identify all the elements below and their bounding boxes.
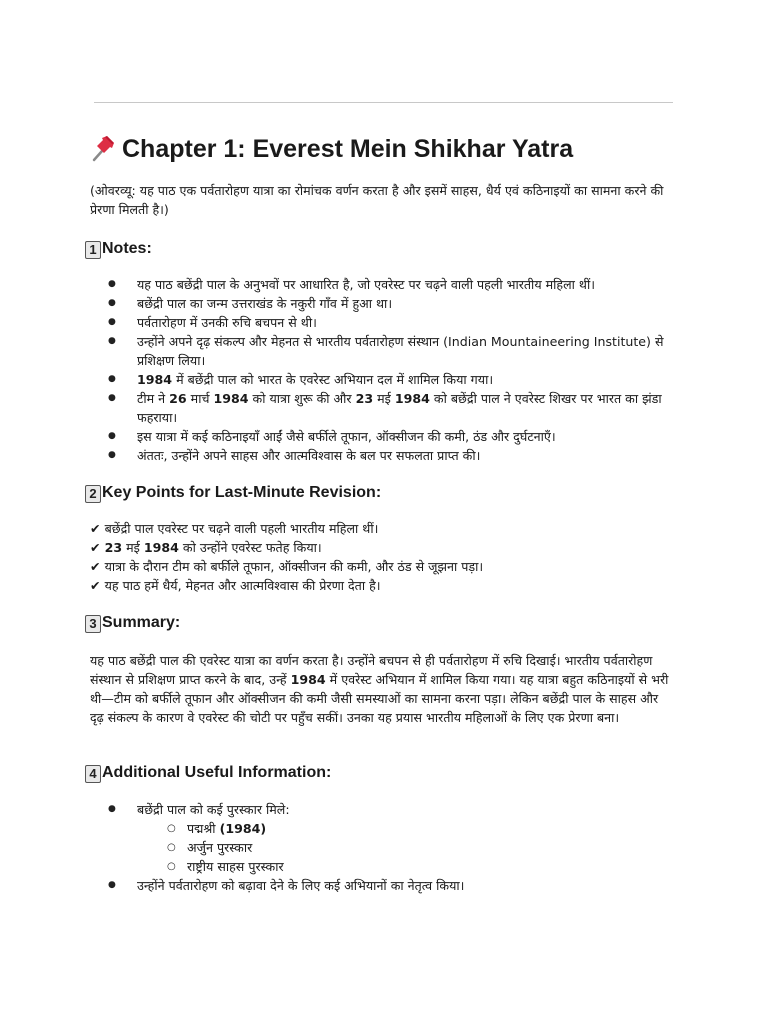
keycap-number: 1 bbox=[85, 241, 101, 259]
note-bold: 1984 bbox=[137, 372, 173, 387]
summary-text: यह पाठ बछेंद्री पाल की एवरेस्ट यात्रा का वर्णन करता है। उन्होंने बचपन से ही पर्वतारोहण में रुचि दिखाई। भारतीय पर्वतारोहण संस्थान से प्रशिक्षण प्राप्त करने के बाद, उन्हें bbox=[90, 653, 653, 687]
list-item bbox=[108, 332, 678, 370]
chapter-title-text: Chapter 1: Everest Mein Shikhar Yatra bbox=[122, 135, 574, 163]
overview-paragraph: (ओवरव्यू: यह पाठ एक पर्वतारोहण यात्रा का रोमांचक वर्णन करता है और इसमें साहस, धैर्य एवं कठिनाइयों का सामना करने की प्रेरणा मिलती है।) bbox=[90, 183, 664, 217]
award-item bbox=[137, 857, 678, 876]
award-item bbox=[137, 838, 678, 857]
note-text: मई bbox=[373, 391, 395, 406]
awards-list bbox=[137, 819, 678, 876]
key-points-heading-text: Key Points for Last-Minute Revision: bbox=[102, 484, 382, 501]
note-bold: 1984 bbox=[394, 391, 430, 406]
list-item bbox=[108, 876, 678, 895]
note-bold: 1984 bbox=[213, 391, 249, 406]
keycap-number: 3 bbox=[85, 615, 101, 633]
key-point-text: को उन्होंने एवरेस्ट फतेह किया। bbox=[178, 540, 322, 555]
summary-bold: 1984 bbox=[290, 672, 326, 687]
list-item bbox=[108, 275, 678, 294]
keycap-number: 4 bbox=[85, 765, 101, 783]
additional-info-heading-text: Additional Useful Information: bbox=[102, 764, 332, 781]
awards-intro: बछेंद्री पाल को कई पुरस्कार मिले: bbox=[137, 802, 290, 817]
award-item bbox=[137, 819, 678, 838]
list-item bbox=[90, 538, 680, 557]
list-item bbox=[90, 519, 680, 538]
checkmark-icon: ✔ bbox=[90, 540, 101, 555]
key-point-bold: 23 bbox=[104, 540, 123, 555]
note-text: टीम ने bbox=[137, 391, 170, 406]
note-text: यह पाठ बछेंद्री पाल के अनुभवों पर आधारित है, जो एवरेस्ट पर चढ़ने वाली पहली भारतीय महिला थीं। bbox=[137, 277, 595, 292]
summary-text: में एवरेस्ट अभियान में शामिल किया गया। यह यात्रा बहुत कठिनाइयों से भरी थी—टीम को बर्फीले तूफान और ऑक्सीजन की कमी जैसी समस्याओं का सामना करना पड़ा। लेकिन बछेंद्री पाल के साहस और दृढ़ संकल्प के कारण वे एवरेस्ट की चोटी पर पहुँच सकीं। उनका यह प्रयास भारतीय महिलाओं के लिए एक प्रेरणा बना। bbox=[90, 672, 669, 725]
checkmark-icon: ✔ bbox=[90, 521, 101, 536]
key-points-list bbox=[90, 519, 680, 595]
list-item bbox=[90, 557, 680, 576]
note-bold: 23 bbox=[355, 391, 374, 406]
award-text: अर्जुन पुरस्कार bbox=[187, 840, 253, 855]
key-point-bold: 1984 bbox=[143, 540, 179, 555]
summary-paragraph bbox=[90, 651, 674, 727]
list-item bbox=[108, 370, 678, 389]
notes-heading-text: Notes: bbox=[102, 240, 152, 257]
key-points-heading bbox=[85, 482, 381, 504]
key-point-text: यह पाठ हमें धैर्य, मेहनत और आत्मविश्वास की प्रेरणा देता है। bbox=[104, 578, 381, 593]
note-bold: 26 bbox=[169, 391, 187, 406]
list-item bbox=[108, 294, 678, 313]
note-text: मार्च bbox=[186, 391, 214, 406]
list-item bbox=[90, 576, 680, 595]
key-point-text: बछेंद्री पाल एवरेस्ट पर चढ़ने वाली पहली भारतीय महिला थीं। bbox=[104, 521, 379, 536]
key-point-text: यात्रा के दौरान टीम को बर्फीले तूफान, ऑक्सीजन की कमी, और ठंड से जूझना पड़ा। bbox=[104, 559, 484, 574]
note-text: बछेंद्री पाल का जन्म उत्तराखंड के नकुरी गाँव में हुआ था। bbox=[137, 296, 393, 311]
note-text: को यात्रा शुरू की और bbox=[248, 391, 356, 406]
additional-info-heading bbox=[85, 762, 331, 784]
list-item bbox=[108, 446, 678, 465]
note-text: को बछेंद्री पाल ने एवरेस्ट शिखर पर भारत का झंडा फहराया। bbox=[137, 391, 662, 425]
horizontal-rule bbox=[94, 102, 673, 103]
award-bold: (1984) bbox=[219, 821, 267, 836]
award-text: पद्मश्री bbox=[187, 821, 220, 836]
additional-text: उन्होंने पर्वतारोहण को बढ़ावा देने के लिए कई अभियानों का नेतृत्व किया। bbox=[137, 878, 465, 893]
list-item bbox=[108, 427, 678, 446]
list-item bbox=[108, 800, 678, 876]
note-text: में बछेंद्री पाल को भारत के एवरेस्ट अभियान दल में शामिल किया गया। bbox=[172, 372, 494, 387]
pushpin-icon bbox=[90, 132, 122, 166]
notes-heading bbox=[85, 238, 152, 260]
summary-heading bbox=[85, 612, 180, 634]
note-text: उन्होंने अपने दृढ़ संकल्प और मेहनत से भारतीय पर्वतारोहण संस्थान (Indian Mountaineering Institute) से प्रशिक्षण लिया। bbox=[137, 334, 664, 368]
note-text: इस यात्रा में कई कठिनाइयाँ आईं जैसे बर्फीले तूफान, ऑक्सीजन की कमी, ठंड और दुर्घटनाएँ। bbox=[137, 429, 556, 444]
chapter-title bbox=[90, 132, 690, 166]
key-point-text: मई bbox=[122, 540, 144, 555]
additional-info-list bbox=[108, 800, 678, 895]
note-text: पर्वतारोहण में उनकी रुचि बचपन से थी। bbox=[137, 315, 317, 330]
list-item bbox=[108, 389, 678, 427]
award-text: राष्ट्रीय साहस पुरस्कार bbox=[187, 859, 284, 874]
keycap-number: 2 bbox=[85, 485, 101, 503]
note-text: अंततः, उन्होंने अपने साहस और आत्मविश्वास के बल पर सफलता प्राप्त की। bbox=[137, 448, 481, 463]
summary-heading-text: Summary: bbox=[102, 614, 181, 631]
notes-list bbox=[108, 275, 678, 465]
checkmark-icon: ✔ bbox=[90, 559, 101, 574]
list-item bbox=[108, 313, 678, 332]
checkmark-icon: ✔ bbox=[90, 578, 101, 593]
